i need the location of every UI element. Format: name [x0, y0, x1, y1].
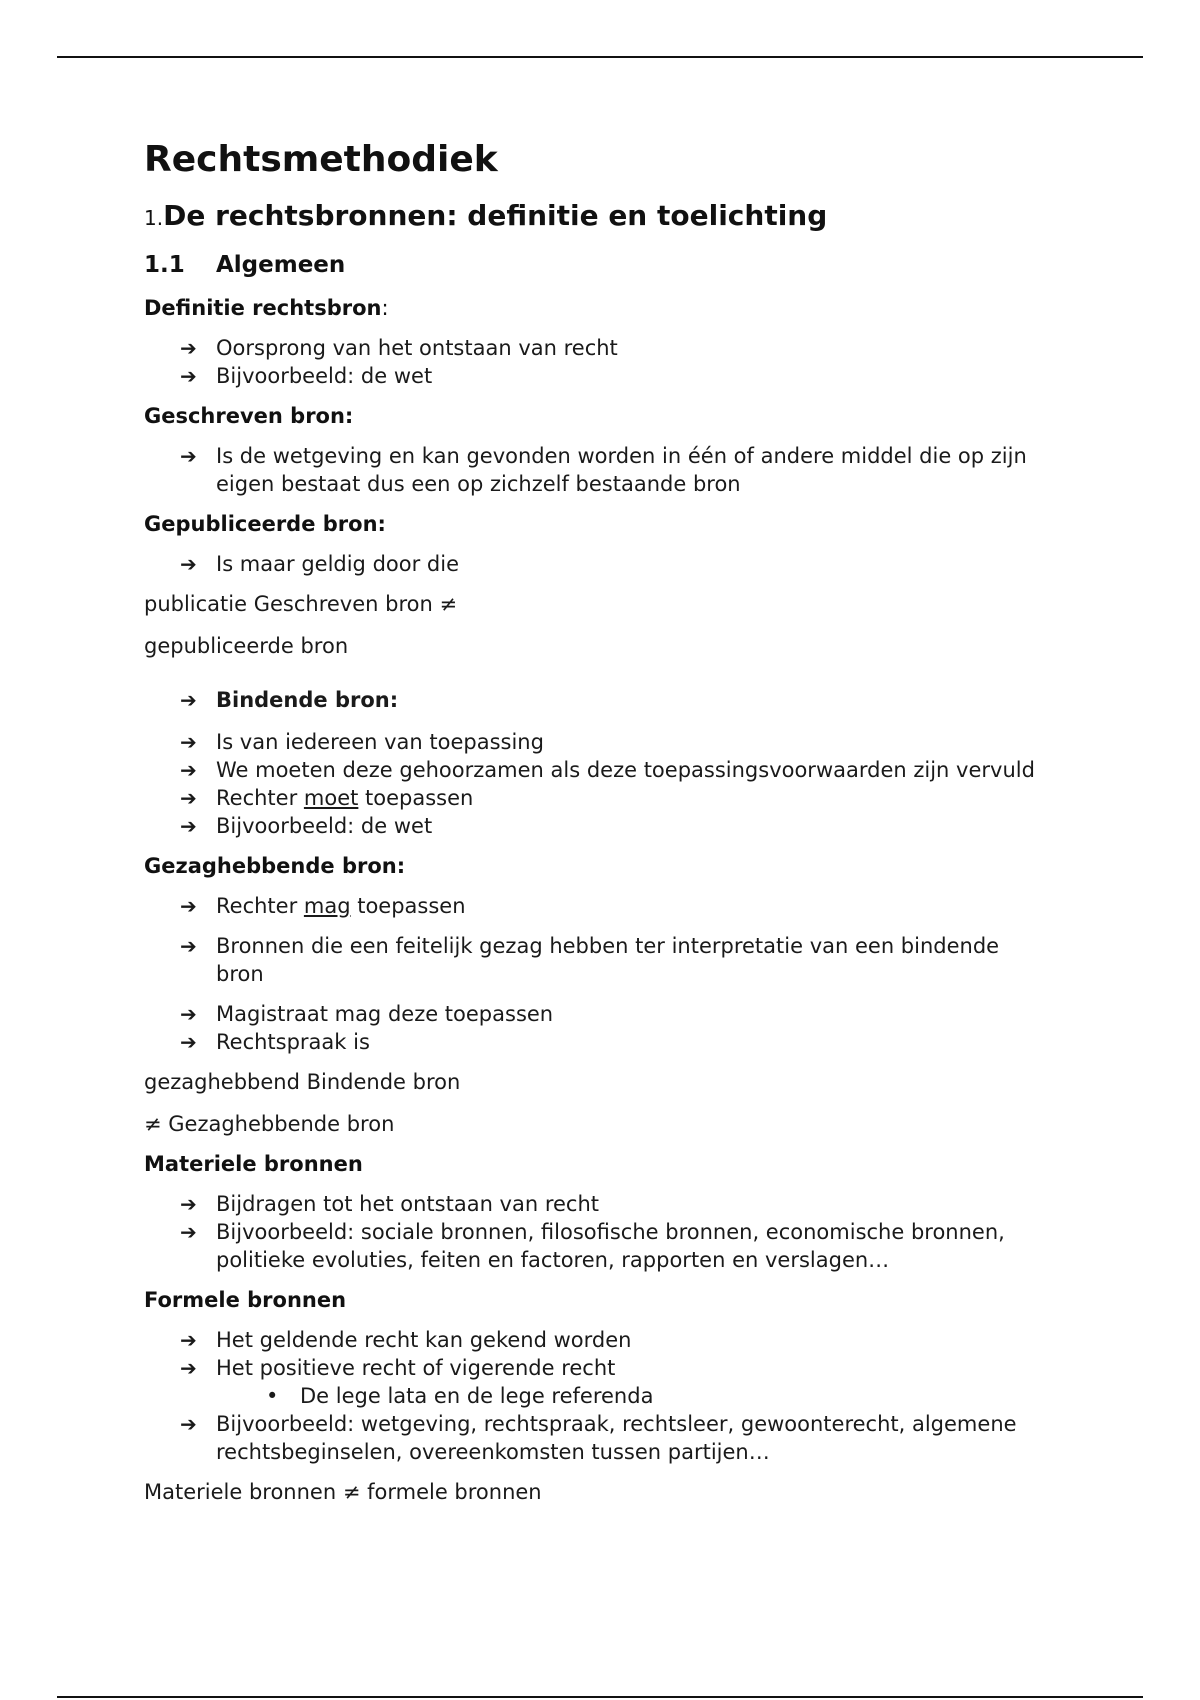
- chapter-number: 1.: [144, 206, 164, 230]
- gepubliceerd-paragraph-2: gepubliceerde bron: [144, 634, 349, 658]
- sub-list-item: • De lege lata en de lege referenda: [266, 1384, 654, 1408]
- definition-list: [144, 334, 1044, 390]
- gezag-label: Gezaghebbende bron:: [144, 854, 406, 878]
- list-item: ➔ Rechter mag toepassen: [180, 894, 466, 918]
- gezag-paragraph-2: ≠ Gezaghebbende bron: [144, 1112, 395, 1136]
- list-item: ➔ Het geldende recht kan gekend worden: [180, 1328, 632, 1352]
- arrow-icon: ➔: [180, 1192, 197, 1216]
- arrow-icon: ➔: [180, 1030, 197, 1054]
- list-item: ➔ We moeten deze gehoorzamen als deze toepassingsvoorwaarden zijn vervuld: [180, 758, 1035, 782]
- geschreven-label: Geschreven bron:: [144, 404, 354, 428]
- underlined-word: moet: [303, 786, 359, 810]
- underlined-word: mag: [303, 894, 351, 918]
- arrow-icon: ➔: [180, 444, 197, 468]
- materiele-label: Materiele bronnen: [144, 1152, 363, 1176]
- section-number: 1.1: [144, 252, 185, 278]
- arrow-icon: ➔: [180, 688, 197, 712]
- bindend-heading-list: [144, 686, 1044, 714]
- gezag-list: [144, 892, 1044, 1056]
- section-heading: [144, 250, 1044, 280]
- list-item: ➔ Het positieve recht of vigerende recht: [180, 1356, 616, 1380]
- list-item: ➔ Oorsprong van het ontstaan van recht: [180, 336, 618, 360]
- arrow-icon: ➔: [180, 552, 197, 576]
- top-rule: [57, 56, 1143, 58]
- list-item: ➔ Bronnen die een feitelijk gezag hebben ter interpretatie van een bindende bron: [180, 934, 1000, 986]
- list-item: ➔ Magistraat mag deze toepassen: [180, 1002, 554, 1026]
- formele-list: [144, 1326, 1044, 1466]
- gepubliceerd-paragraph-1: publicatie Geschreven bron ≠: [144, 592, 458, 616]
- geschreven-list: [144, 442, 1044, 498]
- arrow-icon: ➔: [180, 1328, 197, 1352]
- arrow-icon: ➔: [180, 730, 197, 754]
- arrow-icon: ➔: [180, 786, 197, 810]
- list-item: ➔ Bijvoorbeeld: wetgeving, rechtspraak, rechtsleer, gewoonterecht, algemene rechtsbeginselen, overeenkomsten tussen partijen…: [180, 1412, 1017, 1464]
- list-item: ➔ Bijdragen tot het ontstaan van recht: [180, 1192, 600, 1216]
- arrow-icon: ➔: [180, 934, 197, 958]
- list-item: ➔ Bijvoorbeeld: de wet: [180, 814, 433, 838]
- list-item: ➔ Bijvoorbeeld: sociale bronnen, filosofische bronnen, economische bronnen, politieke evoluties, feiten en factoren, rapporten en verslagen…: [180, 1220, 1005, 1272]
- list-item: ➔ Rechter moet toepassen: [180, 786, 474, 810]
- arrow-icon: ➔: [180, 1002, 197, 1026]
- chapter-title: De rechtsbronnen: definitie en toelichting: [163, 199, 828, 232]
- formele-label: Formele bronnen: [144, 1288, 347, 1312]
- bottom-rule: [57, 1696, 1143, 1698]
- list-item: ➔ Is de wetgeving en kan gevonden worden in één of andere middel die op zijn eigen bestaat dus een op zichzelf bestaande bron: [180, 444, 1027, 496]
- list-item: ➔ Bijvoorbeeld: de wet: [180, 364, 433, 388]
- arrow-icon: ➔: [180, 894, 197, 918]
- definition-label: Definitie rechtsbron:: [144, 296, 389, 320]
- arrow-icon: ➔: [180, 1356, 197, 1380]
- arrow-icon: ➔: [180, 364, 197, 388]
- closing-statement: Materiele bronnen ≠ formele bronnen: [144, 1480, 542, 1504]
- arrow-icon: ➔: [180, 1412, 197, 1436]
- document-title: Rechtsmethodiek: [144, 139, 498, 180]
- list-item: ➔ Rechtspraak is: [180, 1030, 370, 1054]
- list-item: ➔ Is maar geldig door die: [180, 552, 459, 576]
- chapter-heading: [144, 198, 1044, 236]
- list-item: ➔ Is van iedereen van toepassing: [180, 730, 544, 754]
- document-body: [144, 138, 1044, 1520]
- arrow-icon: ➔: [180, 814, 197, 838]
- gepubliceerd-label: Gepubliceerde bron:: [144, 512, 386, 536]
- materiele-list: [144, 1190, 1044, 1274]
- bindend-list: [144, 728, 1044, 840]
- gepubliceerd-list: [144, 550, 1044, 578]
- section-title: Algemeen: [216, 252, 346, 278]
- arrow-icon: ➔: [180, 336, 197, 360]
- bindend-label: ➔ Bindende bron:: [180, 688, 399, 712]
- gezag-paragraph-1: gezaghebbend Bindende bron: [144, 1070, 461, 1094]
- bullet-icon: •: [266, 1384, 279, 1408]
- arrow-icon: ➔: [180, 1220, 197, 1244]
- arrow-icon: ➔: [180, 758, 197, 782]
